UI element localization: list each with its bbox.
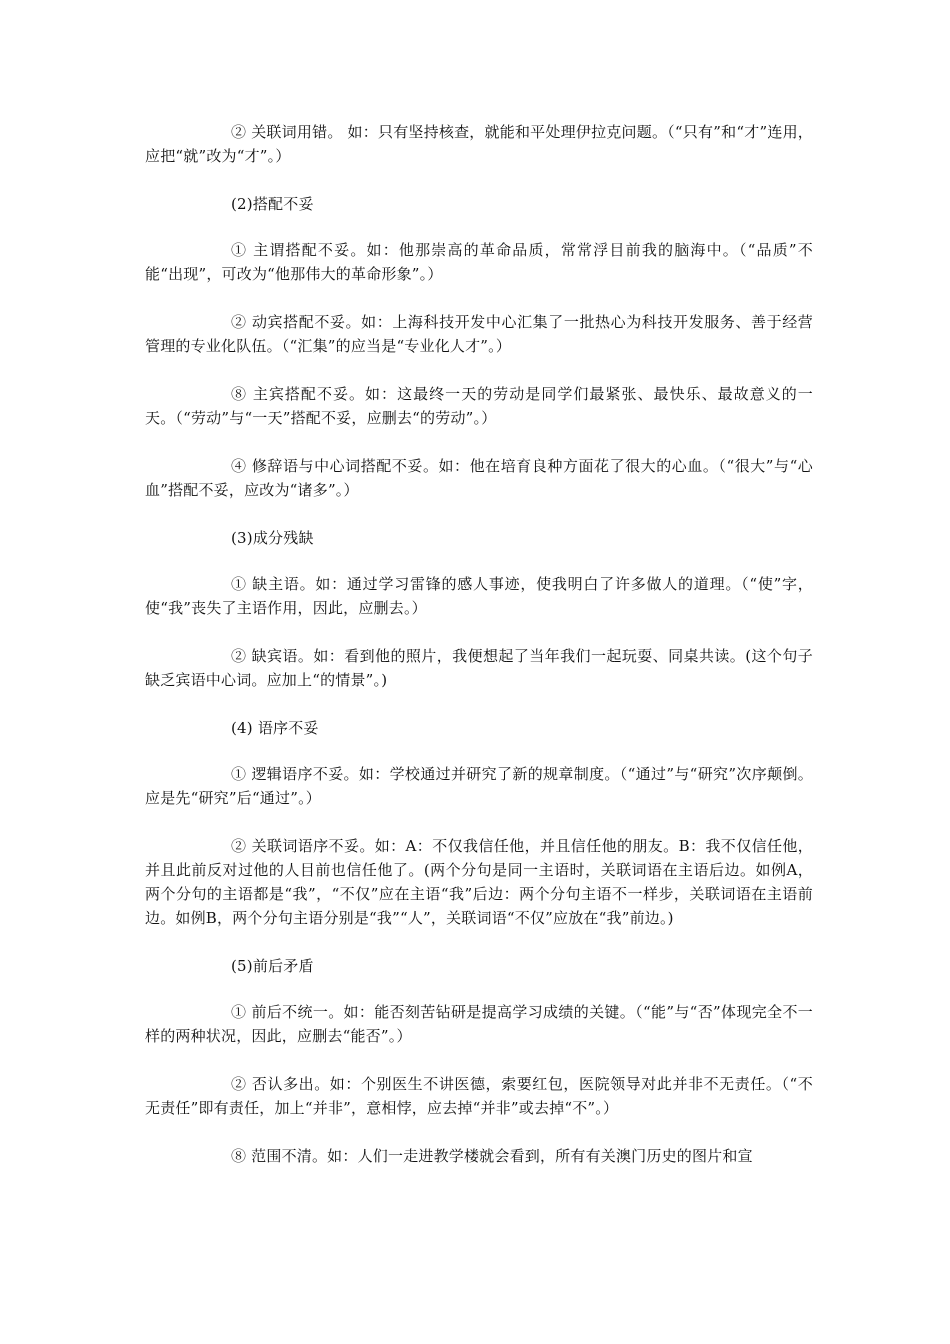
paragraph-inconsistency: ① 前后不统一。如：能否刻苦钻研是提高学习成绩的关键。（“能”与“否”体现完全不一样的两种状况，因此，应删去“能否”。） (145, 1003, 813, 1045)
paragraph-modifier-head: ④ 修辞语与中心词搭配不妥。如：他在培育良种方面花了很大的心血。（“很大”与“心血”搭配不妥，应改为“诸多”。） (145, 457, 813, 499)
paragraph-subject-predicate: ① 主谓搭配不妥。如：他那崇高的革命品质，常常浮目前我的脑海中。（“品质”不能“出现”，可改为“他那伟大的革命形象”。） (145, 241, 813, 283)
section-heading-collocation: (2)搭配不妥 (231, 195, 314, 213)
paragraph-missing-object: ② 缺宾语。如：看到他的照片，我便想起了当年我们一起玩耍、同桌共读。(这个句子缺乏宾语中心词。应加上“的情景”。) (145, 647, 813, 689)
paragraph-missing-subject: ① 缺主语。如：通过学习雷锋的感人事迹，使我明白了许多做人的道理。（“使”字，使“我”丧失了主语作用，因此，应删去。） (145, 575, 813, 617)
document-body (145, 120, 813, 1192)
paragraph-conjunction-error: ② 关联词用错。 如：只有坚持核查，就能和平处理伊拉克问题。（“只有”和“才”连用，应把“就”改为“才”。） (145, 123, 813, 165)
paragraph-unclear-scope: ⑧ 范围不清。如：人们一走进教学楼就会看到，所有有关澳门历史的图片和宣 (231, 1147, 753, 1165)
section-heading-word-order: (4) 语序不妥 (231, 719, 319, 737)
paragraph-verb-object: ② 动宾搭配不妥。如：上海科技开发中心汇集了一批热心为科技开发服务、善于经营管理的专业化队伍。（“汇集”的应当是“专业化人才”。） (145, 313, 813, 355)
paragraph-conjunction-order: ② 关联词语序不妥。如：A：不仅我信任他，并且信任他的朋友。B：我不仅信任他，并且此前反对过他的人目前也信任他了。(两个分句是同一主语时，关联词语在主语后边。如例A，两个分句的主语都是“我”，“不仅”应在主语“我”后边：两个分句主语不一样步，关联词语在主语前边。如例B，两个分句主语分别是“我”“人”，关联词语“不仅”应放在“我”前边。) (145, 837, 813, 927)
section-heading-contradiction: (5)前后矛盾 (231, 957, 314, 975)
section-heading-missing-component: (3)成分残缺 (231, 529, 314, 547)
paragraph-subject-object: ⑧ 主宾搭配不妥。如：这最终一天的劳动是同学们最紧张、最快乐、最故意义的一天。（“劳动”与“一天”搭配不妥，应删去“的劳动”。） (145, 385, 813, 427)
paragraph-extra-negation: ② 否认多出。如：个别医生不讲医德，索要红包，医院领导对此并非不无责任。（“不无责任”即有责任，加上“并非”，意相悖，应去掉“并非”或去掉“不”。） (145, 1075, 813, 1117)
paragraph-logical-order: ① 逻辑语序不妥。如：学校通过并研究了新的规章制度。（“通过”与“研究”次序颠倒。应是先“研究”后“通过”。） (145, 765, 813, 807)
